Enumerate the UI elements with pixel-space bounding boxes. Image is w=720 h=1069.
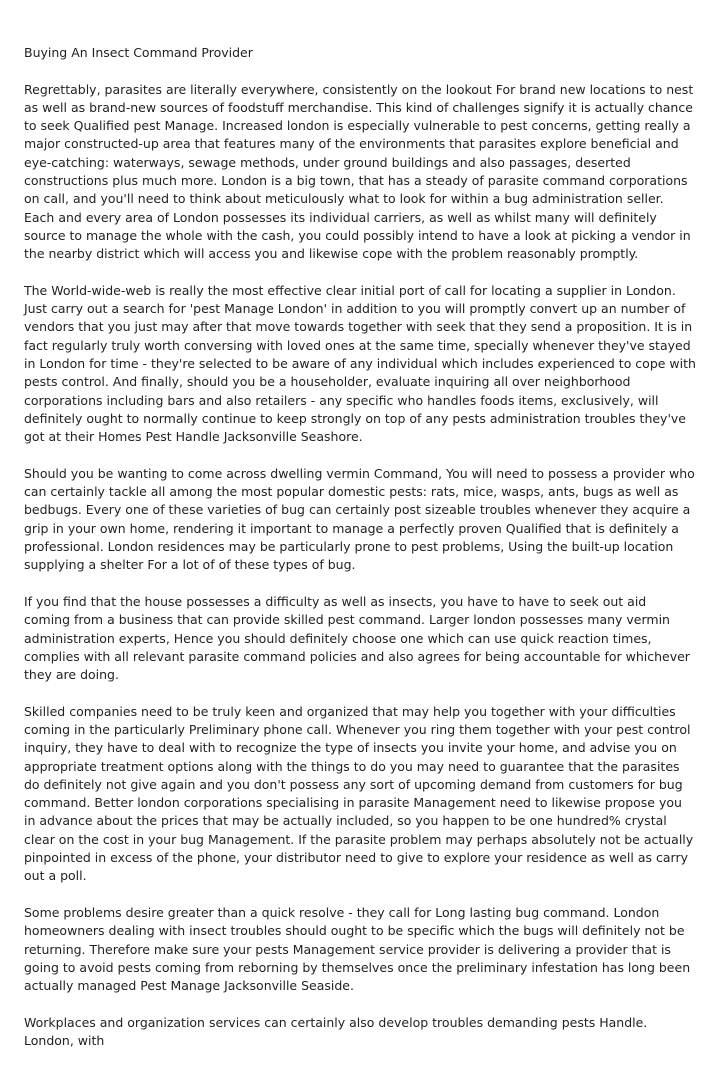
paragraph-1: Regrettably, parasites are literally everywhere, consistently on the lookout For brand new locations to nest as well as brand-new sources of foodstuff merchandise. This kind of challenges signify it is actually chance to seek Qualified pest Manage. Increased london is especially vulnerable to pest concerns, getting really a major constructed-up area that features many of the environments that parasites explore beneficial and eye-catching: waterways, sewage methods, under ground buildings and also passages, deserted constructions plus much more. London is a big town, that has a steady of parasite command corporations on call, and you'll need to think about meticulously what to look for within a bug administration seller. Each and every area of London possesses its individual carriers, as well as whilst many will definitely source to manage the whole with the cash, you could possibly intend to have a look at picking a vendor in the nearby district which will access you and likewise cope with the problem reasonably promptly. (24, 81, 694, 262)
paragraph-5: Skilled companies need to be truly keen and organized that may help you together with your difficulties coming in the particularly Preliminary phone call. Whenever you ring them together with your pest control inquiry, they have to deal with to recognize the type of insects you invite your home, and advise you on appropriate treatment options along with the things to do you may need to guarantee that the parasites do definitely not give again and you don't possess any sort of upcoming demand from customers for bug command. Better london corporations specialising in parasite Management need to likewise propose you in advance about the prices that may be actually included, so you happen to be one hundred% crystal clear on the cost in your bug Management. If the parasite problem may perhaps absolutely not be actually pinpointed in excess of the phone, your distributor need to give to explore your residence as well as carry out a poll. (24, 703, 694, 884)
document-body (24, 44, 696, 1069)
paragraph-2: The World-wide-web is really the most effective clear initial port of call for locating a supplier in London. Just carry out a search for 'pest Manage London' in addition to you will promptly convert up an number of vendors that you just may after that move towards together with seek that they send a proposition. It is in fact regularly truly worth conversing with loved ones at the same time, specially whenever they've stayed in London for time - they're selected to be aware of any individual which includes experienced to cope with pests control. And finally, should you be a householder, evaluate inquiring all over neighborhood corporations including bars and also retailers - any specific who handles foods items, exclusively, will definitely ought to normally continue to keep strongly on top of any pests administration troubles they've got at their Homes Pest Handle Jacksonville Seashore. (24, 282, 696, 445)
paragraph-3: Should you be wanting to come across dwelling vermin Command, You will need to possess a provider who can certainly tackle all among the most popular domestic pests: rats, mice, wasps, ants, bugs as well as bedbugs. Every one of these varieties of bug can certainly post sizeable troubles whenever they acquire a grip in your own home, rendering it important to manage a perfectly proven Qualified that is definitely a professional. London residences may be particularly prone to pest problems, Using the built-up location supplying a shelter For a lot of of these types of bug. (24, 465, 695, 573)
paragraph-4: If you find that the house possesses a difficulty as well as insects, you have to have to seek out aid coming from a business that can provide skilled pest command. Larger london possesses many vermin administration experts, Hence you should definitely choose one which can use quick reaction times, complies with all relevant parasite command policies and also agrees for being accountable for whichever they are doing. (24, 593, 690, 683)
paragraph-7: Workplaces and organization services can certainly also develop troubles demanding pests Handle. London, with (24, 1014, 648, 1049)
paragraph-6: Some problems desire greater than a quick resolve - they call for Long lasting bug command. London homeowners dealing with insect troubles should ought to be specific which the bugs will definitely not be returning. Therefore make sure your pests Management service provider is delivering a provider that is going to avoid pests coming from reborning by themselves once the preliminary infestation has long been actually managed Pest Manage Jacksonville Seaside. (24, 904, 691, 994)
document-title: Buying An Insect Command Provider (24, 45, 253, 60)
